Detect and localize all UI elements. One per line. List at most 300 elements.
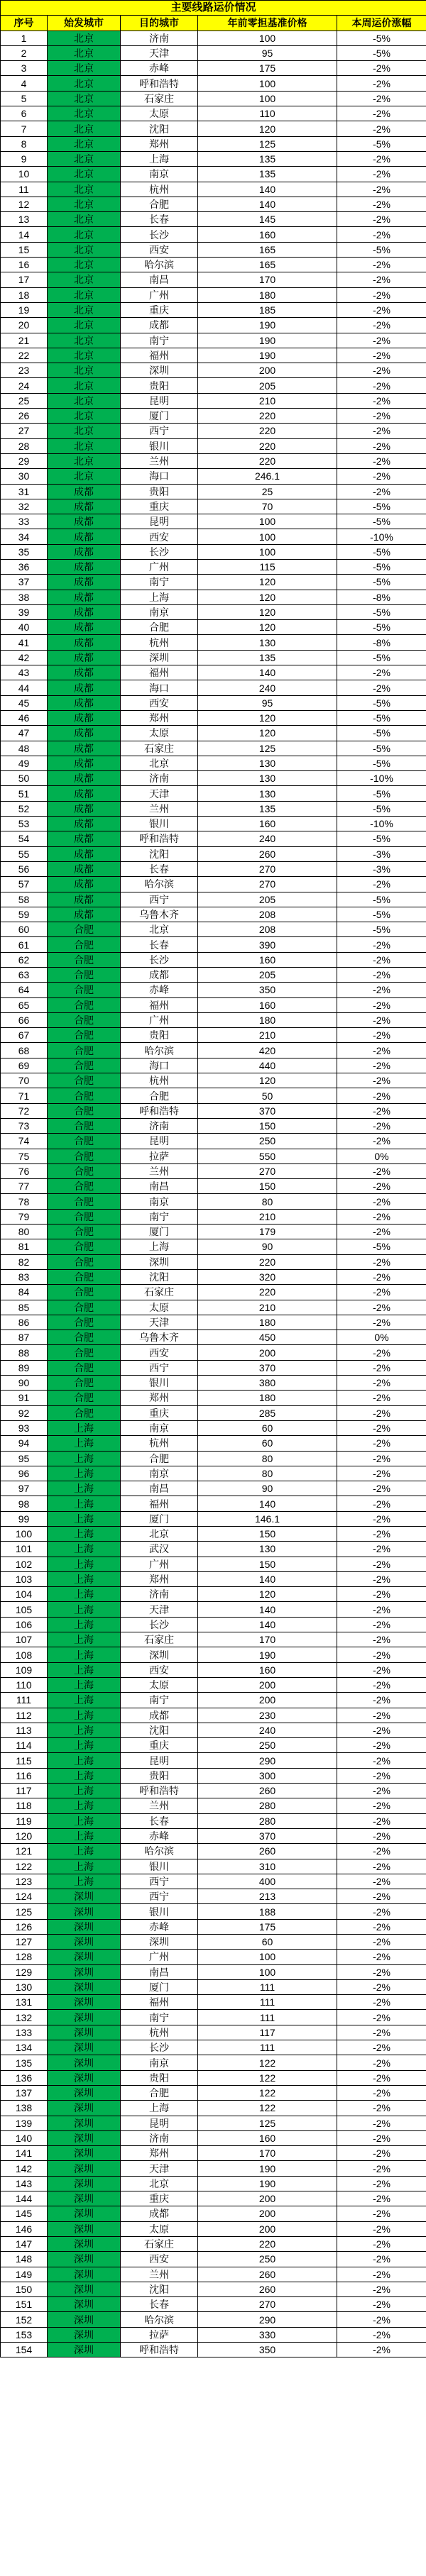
table-row <box>1 1979 426 1994</box>
table-row <box>1 76 426 91</box>
origin-city-cell: 北京 <box>48 242 121 257</box>
table-row <box>1 1526 426 1541</box>
base-price-cell: 190 <box>198 2176 337 2191</box>
row-index-cell: 138 <box>1 2101 48 2116</box>
origin-city-cell: 深圳 <box>48 2176 121 2191</box>
table-row <box>1 1209 426 1224</box>
weekly-change-cell: -2% <box>337 438 426 453</box>
row-index-cell: 60 <box>1 922 48 937</box>
origin-city-cell: 合肥 <box>48 1225 121 1239</box>
base-price-cell: 180 <box>198 1391 337 1405</box>
origin-city-cell: 成都 <box>48 741 121 756</box>
row-index-cell: 113 <box>1 1723 48 1737</box>
table-row <box>1 1451 426 1466</box>
weekly-change-cell: -2% <box>337 1526 426 1541</box>
origin-city-cell: 北京 <box>48 197 121 211</box>
weekly-change-cell: -2% <box>337 1405 426 1420</box>
base-price-cell: 200 <box>198 363 337 378</box>
base-price-cell: 220 <box>198 424 337 438</box>
base-price-cell: 160 <box>198 1662 337 1677</box>
table-row <box>1 1904 426 1919</box>
table-row <box>1 2130 426 2145</box>
weekly-change-cell: -2% <box>337 1300 426 1315</box>
table-row <box>1 31 426 45</box>
destination-city-cell: 兰州 <box>121 801 198 816</box>
weekly-change-cell: -2% <box>337 484 426 499</box>
table-row <box>1 680 426 695</box>
base-price-cell: 80 <box>198 1466 337 1481</box>
table-row <box>1 1693 426 1708</box>
row-index-cell: 84 <box>1 1285 48 1300</box>
destination-city-cell: 沈阳 <box>121 2282 198 2296</box>
destination-city-cell: 天津 <box>121 786 198 801</box>
destination-city-cell: 合肥 <box>121 2085 198 2100</box>
table-row <box>1 907 426 922</box>
table-body <box>1 31 426 2357</box>
row-index-cell: 97 <box>1 1481 48 1496</box>
destination-city-cell: 西宁 <box>121 1874 198 1889</box>
destination-city-cell: 济南 <box>121 1587 198 1602</box>
weekly-change-cell: -2% <box>337 272 426 287</box>
origin-city-cell: 成都 <box>48 756 121 770</box>
row-index-cell: 129 <box>1 1964 48 1979</box>
destination-city-cell: 长沙 <box>121 227 198 242</box>
row-index-cell: 33 <box>1 514 48 529</box>
origin-city-cell: 上海 <box>48 1828 121 1843</box>
table-row <box>1 318 426 333</box>
table-row <box>1 1269 426 1284</box>
table-row <box>1 1073 426 1088</box>
base-price-cell: 230 <box>198 1708 337 1723</box>
column-header-weekly-change: 本周运价涨幅 <box>337 16 426 31</box>
origin-city-cell: 上海 <box>48 1542 121 1557</box>
weekly-change-cell: -5% <box>337 892 426 907</box>
table-row <box>1 892 426 907</box>
table-row <box>1 287 426 302</box>
row-index-cell: 71 <box>1 1088 48 1103</box>
destination-city-cell: 贵阳 <box>121 1028 198 1043</box>
destination-city-cell: 长春 <box>121 861 198 876</box>
base-price-cell: 210 <box>198 1209 337 1224</box>
origin-city-cell: 深圳 <box>48 2025 121 2040</box>
base-price-cell: 260 <box>198 846 337 861</box>
origin-city-cell: 北京 <box>48 453 121 468</box>
destination-city-cell: 太原 <box>121 1677 198 1692</box>
weekly-change-cell: -5% <box>337 741 426 756</box>
row-index-cell: 12 <box>1 197 48 211</box>
base-price-cell: 140 <box>198 1602 337 1617</box>
title-row <box>1 1 426 16</box>
weekly-change-cell: -2% <box>337 2101 426 2116</box>
origin-city-cell: 合肥 <box>48 1134 121 1149</box>
destination-city-cell: 呼和浩特 <box>121 1784 198 1798</box>
base-price-cell: 220 <box>198 409 337 424</box>
table-row <box>1 242 426 257</box>
table-row <box>1 604 426 619</box>
row-index-cell: 119 <box>1 1813 48 1828</box>
weekly-change-cell: -2% <box>337 258 426 272</box>
origin-city-cell: 深圳 <box>48 2297 121 2312</box>
base-price-cell: 150 <box>198 1179 337 1194</box>
base-price-cell: 260 <box>198 1844 337 1859</box>
weekly-change-cell: -2% <box>337 1209 426 1224</box>
row-index-cell: 24 <box>1 378 48 393</box>
weekly-change-cell: -2% <box>337 182 426 197</box>
base-price-cell: 170 <box>198 2146 337 2161</box>
origin-city-cell: 成都 <box>48 529 121 544</box>
origin-city-cell: 合肥 <box>48 1149 121 1163</box>
destination-city-cell: 西宁 <box>121 1889 198 1904</box>
base-price-cell: 290 <box>198 2312 337 2327</box>
base-price-cell: 140 <box>198 182 337 197</box>
row-index-cell: 130 <box>1 1979 48 1994</box>
weekly-change-cell: -2% <box>337 1285 426 1300</box>
weekly-change-cell: -2% <box>337 1919 426 1934</box>
origin-city-cell: 北京 <box>48 121 121 136</box>
destination-city-cell: 南昌 <box>121 1179 198 1194</box>
origin-city-cell: 北京 <box>48 227 121 242</box>
base-price-cell: 117 <box>198 2025 337 2040</box>
table-row <box>1 484 426 499</box>
weekly-change-cell: -2% <box>337 1043 426 1058</box>
destination-city-cell: 厦门 <box>121 1511 198 1526</box>
origin-city-cell: 合肥 <box>48 937 121 952</box>
origin-city-cell: 北京 <box>48 469 121 484</box>
base-price-cell: 95 <box>198 695 337 710</box>
origin-city-cell: 深圳 <box>48 2252 121 2267</box>
destination-city-cell: 哈尔滨 <box>121 1844 198 1859</box>
table-row <box>1 424 426 438</box>
base-price-cell: 122 <box>198 2055 337 2070</box>
base-price-cell: 120 <box>198 1587 337 1602</box>
weekly-change-cell: -10% <box>337 817 426 831</box>
table-row <box>1 197 426 211</box>
row-index-cell: 40 <box>1 620 48 635</box>
weekly-change-cell: -5% <box>337 242 426 257</box>
base-price-cell: 120 <box>198 121 337 136</box>
origin-city-cell: 上海 <box>48 1738 121 1753</box>
weekly-change-cell: -2% <box>337 2312 426 2327</box>
destination-city-cell: 南宁 <box>121 333 198 348</box>
row-index-cell: 125 <box>1 1904 48 1919</box>
destination-city-cell: 石家庄 <box>121 2236 198 2251</box>
origin-city-cell: 合肥 <box>48 1028 121 1043</box>
weekly-change-cell: -2% <box>337 2130 426 2145</box>
origin-city-cell: 合肥 <box>48 1376 121 1391</box>
destination-city-cell: 银川 <box>121 1859 198 1874</box>
weekly-change-cell: -2% <box>337 1602 426 1617</box>
base-price-cell: 140 <box>198 665 337 680</box>
base-price-cell: 205 <box>198 968 337 983</box>
weekly-change-cell: -2% <box>337 1360 426 1375</box>
destination-city-cell: 重庆 <box>121 1405 198 1420</box>
weekly-change-cell: -2% <box>337 983 426 997</box>
row-index-cell: 87 <box>1 1330 48 1345</box>
row-index-cell: 77 <box>1 1179 48 1194</box>
destination-city-cell: 西安 <box>121 695 198 710</box>
row-index-cell: 109 <box>1 1662 48 1677</box>
table-row <box>1 846 426 861</box>
origin-city-cell: 北京 <box>48 45 121 60</box>
destination-city-cell: 沈阳 <box>121 121 198 136</box>
origin-city-cell: 合肥 <box>48 1345 121 1360</box>
origin-city-cell: 合肥 <box>48 1391 121 1405</box>
weekly-change-cell: -5% <box>337 45 426 60</box>
row-index-cell: 75 <box>1 1149 48 1163</box>
weekly-change-cell: -2% <box>337 453 426 468</box>
origin-city-cell: 北京 <box>48 91 121 106</box>
table-row <box>1 1179 426 1194</box>
row-index-cell: 69 <box>1 1058 48 1073</box>
destination-city-cell: 合肥 <box>121 1451 198 1466</box>
weekly-change-cell: -2% <box>337 106 426 121</box>
origin-city-cell: 上海 <box>48 1813 121 1828</box>
destination-city-cell: 长沙 <box>121 1617 198 1632</box>
origin-city-cell: 成都 <box>48 907 121 922</box>
weekly-change-cell: -5% <box>337 31 426 45</box>
table-row <box>1 1194 426 1209</box>
row-index-cell: 85 <box>1 1300 48 1315</box>
origin-city-cell: 上海 <box>48 1874 121 1889</box>
destination-city-cell: 成都 <box>121 968 198 983</box>
base-price-cell: 130 <box>198 756 337 770</box>
table-row <box>1 182 426 197</box>
base-price-cell: 190 <box>198 1647 337 1662</box>
destination-city-cell: 南京 <box>121 1194 198 1209</box>
base-price-cell: 60 <box>198 1420 337 1435</box>
weekly-change-cell: -2% <box>337 61 426 76</box>
weekly-change-cell: -2% <box>337 469 426 484</box>
destination-city-cell: 杭州 <box>121 182 198 197</box>
destination-city-cell: 成都 <box>121 318 198 333</box>
row-index-cell: 80 <box>1 1225 48 1239</box>
origin-city-cell: 合肥 <box>48 1179 121 1194</box>
table-row <box>1 1602 426 1617</box>
row-index-cell: 56 <box>1 861 48 876</box>
table-row <box>1 1813 426 1828</box>
origin-city-cell: 北京 <box>48 272 121 287</box>
weekly-change-cell: -2% <box>337 424 426 438</box>
row-index-cell: 37 <box>1 575 48 590</box>
column-header-index: 序号 <box>1 16 48 31</box>
origin-city-cell: 北京 <box>48 76 121 91</box>
destination-city-cell: 福州 <box>121 348 198 363</box>
destination-city-cell: 呼和浩特 <box>121 1103 198 1118</box>
destination-city-cell: 西宁 <box>121 1360 198 1375</box>
origin-city-cell: 合肥 <box>48 1043 121 1058</box>
row-index-cell: 21 <box>1 333 48 348</box>
origin-city-cell: 上海 <box>48 1859 121 1874</box>
table-row <box>1 1300 426 1315</box>
row-index-cell: 58 <box>1 892 48 907</box>
base-price-cell: 200 <box>198 2206 337 2221</box>
weekly-change-cell: -5% <box>337 544 426 559</box>
destination-city-cell: 兰州 <box>121 1163 198 1178</box>
origin-city-cell: 上海 <box>48 1844 121 1859</box>
origin-city-cell: 成都 <box>48 877 121 892</box>
row-index-cell: 8 <box>1 136 48 151</box>
row-index-cell: 64 <box>1 983 48 997</box>
row-index-cell: 54 <box>1 831 48 846</box>
origin-city-cell: 成都 <box>48 544 121 559</box>
destination-city-cell: 北京 <box>121 922 198 937</box>
origin-city-cell: 成都 <box>48 680 121 695</box>
weekly-change-cell: -2% <box>337 2206 426 2221</box>
row-index-cell: 82 <box>1 1254 48 1269</box>
base-price-cell: 220 <box>198 2236 337 2251</box>
origin-city-cell: 上海 <box>48 1708 121 1723</box>
destination-city-cell: 银川 <box>121 817 198 831</box>
origin-city-cell: 上海 <box>48 1798 121 1813</box>
base-price-cell: 120 <box>198 575 337 590</box>
row-index-cell: 135 <box>1 2055 48 2070</box>
weekly-change-cell: -2% <box>337 2116 426 2130</box>
row-index-cell: 136 <box>1 2070 48 2085</box>
base-price-cell: 210 <box>198 1300 337 1315</box>
row-index-cell: 30 <box>1 469 48 484</box>
table-row <box>1 1376 426 1391</box>
origin-city-cell: 合肥 <box>48 1073 121 1088</box>
row-index-cell: 67 <box>1 1028 48 1043</box>
table-row <box>1 952 426 967</box>
weekly-change-cell: -2% <box>337 1723 426 1737</box>
destination-city-cell: 石家庄 <box>121 1632 198 1647</box>
table-row <box>1 1571 426 1586</box>
destination-city-cell: 上海 <box>121 1239 198 1254</box>
weekly-change-cell: -2% <box>337 409 426 424</box>
table-row <box>1 1798 426 1813</box>
base-price-cell: 122 <box>198 2085 337 2100</box>
origin-city-cell: 上海 <box>48 1587 121 1602</box>
weekly-change-cell: -2% <box>337 2070 426 2085</box>
weekly-change-cell: -5% <box>337 907 426 922</box>
destination-city-cell: 昆明 <box>121 1134 198 1149</box>
row-index-cell: 93 <box>1 1420 48 1435</box>
row-index-cell: 95 <box>1 1451 48 1466</box>
destination-city-cell: 南昌 <box>121 1481 198 1496</box>
row-index-cell: 50 <box>1 771 48 786</box>
destination-city-cell: 重庆 <box>121 499 198 514</box>
row-index-cell: 141 <box>1 2146 48 2161</box>
destination-city-cell: 福州 <box>121 997 198 1012</box>
origin-city-cell: 深圳 <box>48 2130 121 2145</box>
weekly-change-cell: -2% <box>337 1225 426 1239</box>
destination-city-cell: 石家庄 <box>121 91 198 106</box>
origin-city-cell: 深圳 <box>48 2010 121 2025</box>
destination-city-cell: 西安 <box>121 1345 198 1360</box>
destination-city-cell: 杭州 <box>121 2025 198 2040</box>
weekly-change-cell: -2% <box>337 1571 426 1586</box>
table-row <box>1 1919 426 1934</box>
table-row <box>1 997 426 1012</box>
weekly-change-cell: -2% <box>337 197 426 211</box>
origin-city-cell: 上海 <box>48 1526 121 1541</box>
origin-city-cell: 深圳 <box>48 2070 121 2085</box>
destination-city-cell: 天津 <box>121 1602 198 1617</box>
base-price-cell: 205 <box>198 378 337 393</box>
table-row <box>1 695 426 710</box>
table-title: 主要线路运价情况 <box>1 1 426 16</box>
table-row <box>1 1617 426 1632</box>
row-index-cell: 151 <box>1 2297 48 2312</box>
row-index-cell: 110 <box>1 1677 48 1692</box>
base-price-cell: 170 <box>198 272 337 287</box>
table-row <box>1 1738 426 1753</box>
row-index-cell: 100 <box>1 1526 48 1541</box>
weekly-change-cell: -2% <box>337 2010 426 2025</box>
weekly-change-cell: -5% <box>337 710 426 725</box>
destination-city-cell: 重庆 <box>121 2191 198 2206</box>
weekly-change-cell: -2% <box>337 2267 426 2282</box>
origin-city-cell: 成都 <box>48 604 121 619</box>
weekly-change-cell: -2% <box>337 1420 426 1435</box>
base-price-cell: 240 <box>198 831 337 846</box>
row-index-cell: 117 <box>1 1784 48 1798</box>
origin-city-cell: 北京 <box>48 393 121 408</box>
weekly-change-cell: -2% <box>337 2236 426 2251</box>
origin-city-cell: 深圳 <box>48 2161 121 2176</box>
row-index-cell: 7 <box>1 121 48 136</box>
row-index-cell: 144 <box>1 2191 48 2206</box>
destination-city-cell: 济南 <box>121 31 198 45</box>
weekly-change-cell: -5% <box>337 786 426 801</box>
row-index-cell: 53 <box>1 817 48 831</box>
table-row <box>1 2176 426 2191</box>
origin-city-cell: 合肥 <box>48 1209 121 1224</box>
base-price-cell: 140 <box>198 197 337 211</box>
origin-city-cell: 合肥 <box>48 1194 121 1209</box>
base-price-cell: 50 <box>198 1088 337 1103</box>
base-price-cell: 80 <box>198 1451 337 1466</box>
weekly-change-cell: -2% <box>337 1768 426 1783</box>
base-price-cell: 250 <box>198 1134 337 1149</box>
row-index-cell: 63 <box>1 968 48 983</box>
weekly-change-cell: -5% <box>337 650 426 665</box>
base-price-cell: 135 <box>198 151 337 166</box>
row-index-cell: 86 <box>1 1315 48 1330</box>
table-row <box>1 2343 426 2357</box>
origin-city-cell: 合肥 <box>48 1239 121 1254</box>
row-index-cell: 147 <box>1 2236 48 2251</box>
weekly-change-cell: -5% <box>337 831 426 846</box>
destination-city-cell: 哈尔滨 <box>121 2312 198 2327</box>
weekly-change-cell: -2% <box>337 997 426 1012</box>
weekly-change-cell: -2% <box>337 1511 426 1526</box>
table-row <box>1 151 426 166</box>
destination-city-cell: 哈尔滨 <box>121 1043 198 1058</box>
destination-city-cell: 天津 <box>121 2161 198 2176</box>
weekly-change-cell: -2% <box>337 1315 426 1330</box>
weekly-change-cell: -2% <box>337 1798 426 1813</box>
row-index-cell: 81 <box>1 1239 48 1254</box>
base-price-cell: 120 <box>198 604 337 619</box>
table-row <box>1 2312 426 2327</box>
weekly-change-cell: -5% <box>337 604 426 619</box>
destination-city-cell: 拉萨 <box>121 1149 198 1163</box>
destination-city-cell: 合肥 <box>121 1088 198 1103</box>
destination-city-cell: 福州 <box>121 665 198 680</box>
row-index-cell: 72 <box>1 1103 48 1118</box>
destination-city-cell: 天津 <box>121 45 198 60</box>
base-price-cell: 130 <box>198 786 337 801</box>
base-price-cell: 205 <box>198 892 337 907</box>
table-row <box>1 968 426 983</box>
origin-city-cell: 上海 <box>48 1602 121 1617</box>
row-index-cell: 18 <box>1 287 48 302</box>
table-row <box>1 1043 426 1058</box>
origin-city-cell: 深圳 <box>48 1950 121 1964</box>
origin-city-cell: 深圳 <box>48 2327 121 2342</box>
